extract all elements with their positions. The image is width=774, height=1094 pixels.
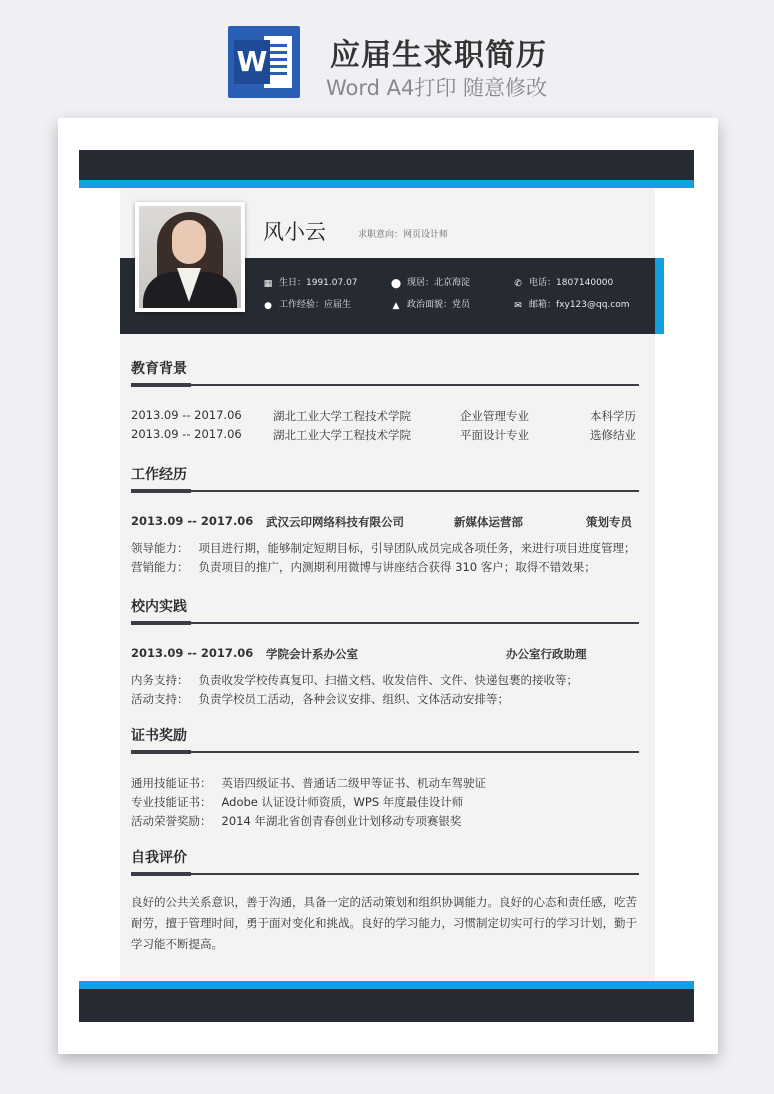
phone-icon: ✆ <box>514 279 522 289</box>
person-icon: ● <box>264 301 272 311</box>
graduation-icon: ▲ <box>392 301 400 311</box>
section-divider-accent <box>131 872 191 876</box>
mail-icon: ✉ <box>514 301 522 311</box>
info-birthday: ▦ 生日：1991.07.07 <box>263 278 358 289</box>
candidate-name: 风小云 <box>263 220 326 244</box>
self-eval-text: 良好的公共关系意识，善于沟通，具备一定的活动策划和组织协调能力。良好的心态和责任感，吃苦耐劳，擅于管理时间，勇于面对变化和挑战。良好的学习能力，习惯制定切实可行的学习计划，勤于学习能不断提高。 <box>131 895 637 951</box>
edu-school: 湖北工业大学工程技术学院 <box>273 409 411 423</box>
location-icon: ⬤ <box>391 279 402 289</box>
cert-item: 活动荣誉奖励： 2014 年湖北省创青春创业计划移动专项赛银奖 <box>131 814 462 828</box>
bottom-dark-bar <box>79 989 694 1022</box>
top-accent-bar <box>79 180 694 188</box>
work-department: 新媒体运营部 <box>454 515 523 529</box>
work-item: 领导能力： 项目进行期，能够制定短期目标，引导团队成员完成各项任务，来进行项目进度管理； <box>131 541 636 555</box>
cert-item: 专业技能证书： Adobe 认证设计师资质，WPS 年度最佳设计师 <box>131 795 464 809</box>
top-dark-bar <box>79 150 694 180</box>
section-title-work: 工作经历 <box>131 467 187 483</box>
edu-school: 湖北工业大学工程技术学院 <box>273 428 411 442</box>
campus-item: 内务支持： 负责收发学校传真复印、扫描文档、收发信件、文件、快递包裹的接收等； <box>131 673 578 687</box>
banner-title: 应届生求职简历 <box>330 38 547 73</box>
section-divider-accent <box>131 750 191 754</box>
section-divider-accent <box>131 383 191 387</box>
bottom-accent-bar <box>79 981 694 989</box>
section-title-campus: 校内实践 <box>131 599 187 615</box>
work-period: 2013.09 -- 2017.06 <box>131 514 254 528</box>
word-logo-letter: W <box>234 40 270 84</box>
info-email: ✉ 邮箱：fxy123@qq.com <box>514 300 630 311</box>
banner-subtitle: Word A4打印 随意修改 <box>326 76 548 100</box>
info-political: ▲ 政治面貌：党员 <box>392 300 471 311</box>
edu-degree: 本科学历 <box>590 409 636 423</box>
info-phone: ✆ 电话：1807140000 <box>514 278 614 289</box>
edu-period: 2013.09 -- 2017.06 <box>131 408 242 422</box>
section-divider <box>131 622 639 624</box>
portrait-image <box>139 206 241 308</box>
edu-major: 企业管理专业 <box>460 409 529 423</box>
section-title-education: 教育背景 <box>131 361 187 377</box>
edu-degree: 选修结业 <box>590 428 636 442</box>
section-divider <box>131 384 639 386</box>
section-divider-accent <box>131 489 191 493</box>
section-divider-accent <box>131 621 191 625</box>
promo-banner <box>0 0 774 118</box>
resume-page <box>58 118 718 1054</box>
work-item: 营销能力： 负责项目的推广，内测期利用微博与讲座结合获得 310 客户；取得不错效果； <box>131 560 596 574</box>
work-company: 武汉云印网络科技有限公司 <box>266 515 404 529</box>
campus-position: 办公室行政助理 <box>506 647 587 661</box>
section-title-certs: 证书奖励 <box>131 728 187 744</box>
edu-period: 2013.09 -- 2017.06 <box>131 427 242 441</box>
job-intent: 求职意向：网页设计师 <box>358 230 449 240</box>
profile-accent-bar <box>655 258 664 334</box>
campus-item: 活动支持： 负责学校员工活动，各种会议安排、组织、文体活动安排等； <box>131 692 509 706</box>
section-divider <box>131 873 639 875</box>
cert-item: 通用技能证书： 英语四级证书、普通话二级甲等证书、机动车驾驶证 <box>131 776 486 790</box>
profile-photo <box>135 202 245 312</box>
section-title-self-eval: 自我评价 <box>131 850 187 866</box>
section-divider <box>131 751 639 753</box>
info-location: ⬤ 现居：北京海淀 <box>391 278 471 289</box>
info-experience: ● 工作经验：应届生 <box>264 300 352 311</box>
section-divider <box>131 490 639 492</box>
campus-org: 学院会计系办公室 <box>266 647 358 661</box>
word-logo-icon <box>228 26 300 98</box>
work-position: 策划专员 <box>586 515 632 529</box>
edu-major: 平面设计专业 <box>460 428 529 442</box>
calendar-icon: ▦ <box>263 279 273 289</box>
campus-period: 2013.09 -- 2017.06 <box>131 646 254 660</box>
